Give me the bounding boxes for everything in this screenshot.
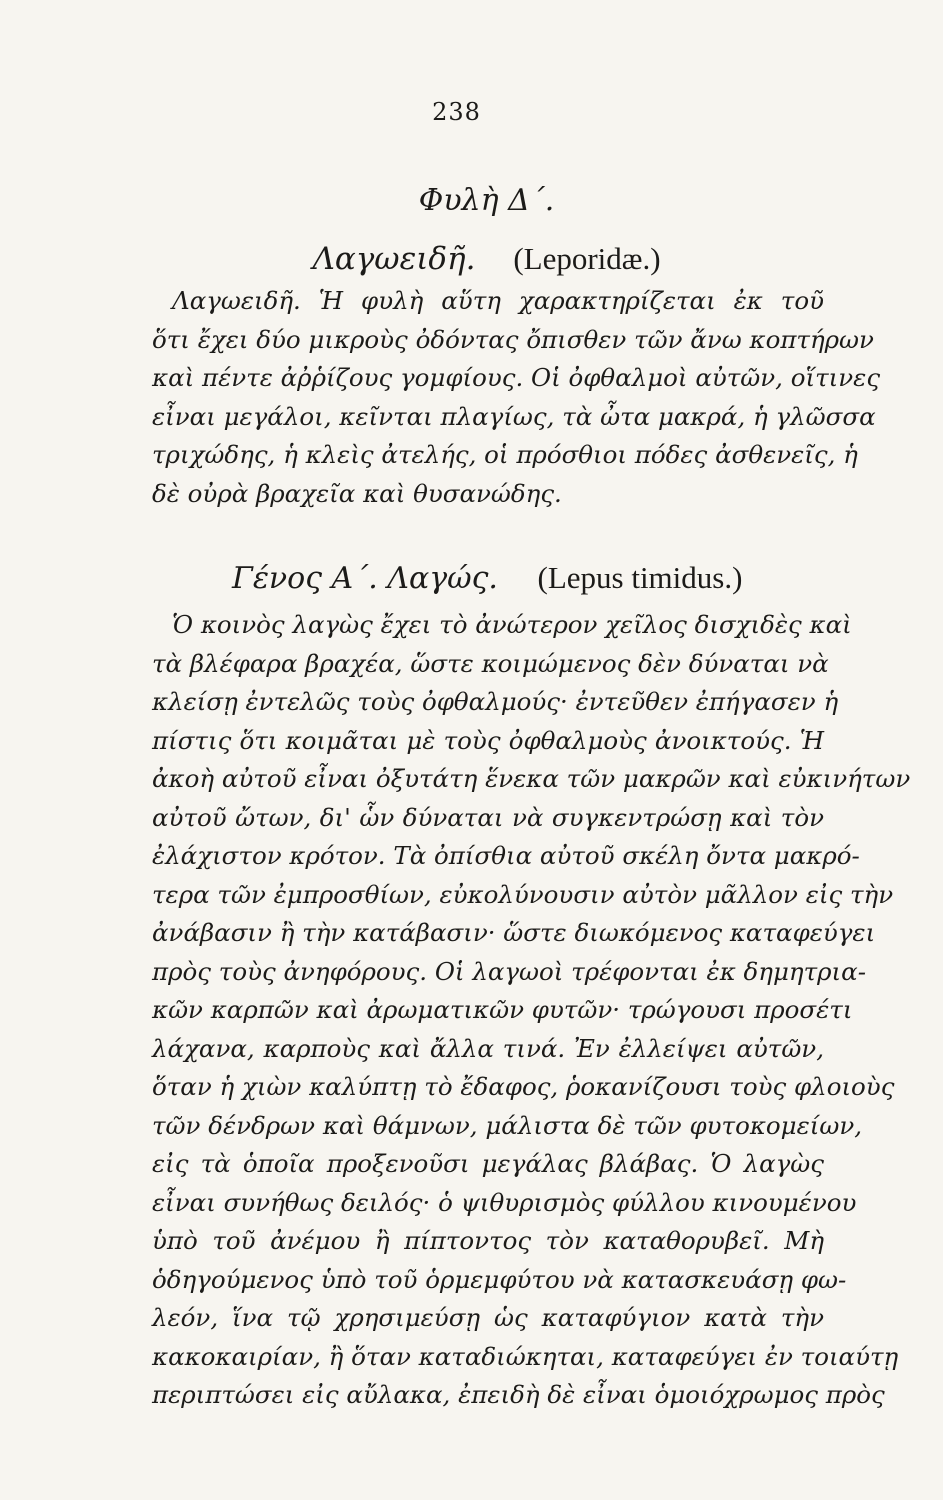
text-line: εἰς τὰ ὁποῖα προξενοῦσι μεγάλας βλάβας. Ὁ λαγὼς — [152, 1149, 824, 1178]
text-line: ὅτι ἔχει δύο μικροὺς ὀδόντας ὄπισθεν τῶν ἄνω κοπτήρων — [152, 324, 874, 354]
text-line: κακοκαιρίαν, ἢ ὅταν καταδιώκηται, καταφεύγει ἐν τοιαύτῃ — [152, 1341, 899, 1371]
genus-greek: Γένος Α΄. Λαγώς. — [232, 561, 498, 596]
text-line: τριχώδης, ἡ κλεὶς ἀτελής, οἱ πρόσθιοι πόδες ἀσθενεῖς, ἡ — [152, 440, 858, 469]
page-number: 238 — [432, 98, 481, 126]
text-line: εἶναι μεγάλοι, κεῖνται πλαγίως, τὰ ὦτα μακρά, ἡ γλῶσσα — [152, 401, 876, 431]
text-line: πρὸς τοὺς ἀνηφόρους. Οἱ λαγωοὶ τρέφονται ἐκ δημητρια- — [152, 956, 866, 986]
genus-latin: (Lepus timidus.) — [537, 560, 743, 595]
text-line: Ὁ κοινὸς λαγὼς ἔχει τὸ ἀνώτερον χεῖλος δισχιδὲς καὶ — [172, 610, 852, 639]
text-line: καὶ πέντε ἀῤῥίζους γομφίους. Οἱ ὀφθαλμοὶ αὐτῶν, οἵτινες — [152, 363, 881, 392]
subfamily-latin: (Leporidæ.) — [513, 241, 661, 276]
text-line: αὐτοῦ ὤτων, δι' ὧν δύναται νὰ συγκεντρώσῃ καὶ τὸν — [152, 802, 824, 832]
text-line: ὅταν ἡ χιὼν καλύπτῃ τὸ ἔδαφος, ῥοκανίζουσι τοὺς φλοιοὺς — [152, 1072, 895, 1101]
text-line: κλείσῃ ἐντελῶς τοὺς ὀφθαλμούς· ἐντεῦθεν ἐπήγασεν ἡ — [152, 687, 839, 716]
genus-heading — [232, 560, 832, 596]
subfamily-greek: Λαγωειδῆ. — [312, 241, 476, 277]
text-line: ἐλάχιστον κρότον. Τὰ ὀπίσθια αὐτοῦ σκέλη ὄντα μακρό- — [152, 841, 860, 870]
text-line: εἶναι συνήθως δειλός· ὁ ψιθυρισμὸς φύλλου κινουμένου — [152, 1187, 857, 1217]
subfamily-heading — [30, 241, 943, 277]
text-line: κῶν καρπῶν καὶ ἀρωματικῶν φυτῶν· τρώγουσι προσέτι — [152, 995, 853, 1024]
text-line: πίστις ὅτι κοιμᾶται μὲ τοὺς ὀφθαλμοὺς ἀνοικτούς. Ἡ — [152, 725, 824, 755]
text-line: Λαγωειδῆ. Ἡ φυλὴ αὕτη χαρακτηρίζεται ἐκ τοῦ — [172, 286, 824, 315]
text-line: ἀκοὴ αὐτοῦ εἶναι ὀξυτάτη ἕνεκα τῶν μακρῶν καὶ εὐκινήτων — [152, 764, 911, 793]
text-line: ὑπὸ τοῦ ἀνέμου ἢ πίπτοντος τὸν καταθορυβεῖ. Μὴ — [152, 1226, 824, 1255]
text-line: δὲ οὐρὰ βραχεῖα καὶ θυσανώδης. — [152, 478, 562, 508]
text-line: τὰ βλέφαρα βραχέα, ὥστε κοιμώμενος δὲν δύναται νὰ — [152, 648, 829, 678]
paragraph-leporidae — [152, 282, 881, 513]
text-line: περιπτώσει εἰς αὔλακα, ἐπειδὴ δὲ εἶναι ὁμοιόχρωμος πρὸς — [152, 1380, 885, 1409]
text-line: ὁδηγούμενος ὑπὸ τοῦ ὁρμεμφύτου νὰ κατασκευάσῃ φω- — [152, 1264, 847, 1294]
text-line: τῶν δένδρων καὶ θάμνων, μάλιστα δὲ τῶν φυτοκομείων, — [152, 1110, 862, 1140]
paragraph-lepus — [152, 606, 911, 1415]
text-line: ἀνάβασιν ἢ τὴν κατάβασιν· ὥστε διωκόμενος καταφεύγει — [152, 918, 876, 947]
text-line: τερα τῶν ἐμπροσθίων, εὐκολύνουσιν αὐτὸν μᾶλλον εἰς τὴν — [152, 879, 894, 909]
text-line: λεόν, ἵνα τῷ χρησιμεύσῃ ὡς καταφύγιον κατὰ τὴν — [152, 1303, 824, 1332]
text-line: λάχανα, καρποὺς καὶ ἄλλα τινά. Ἐν ἐλλείψει αὐτῶν, — [152, 1033, 824, 1063]
family-heading: Φυλὴ Δ΄. — [418, 183, 555, 218]
